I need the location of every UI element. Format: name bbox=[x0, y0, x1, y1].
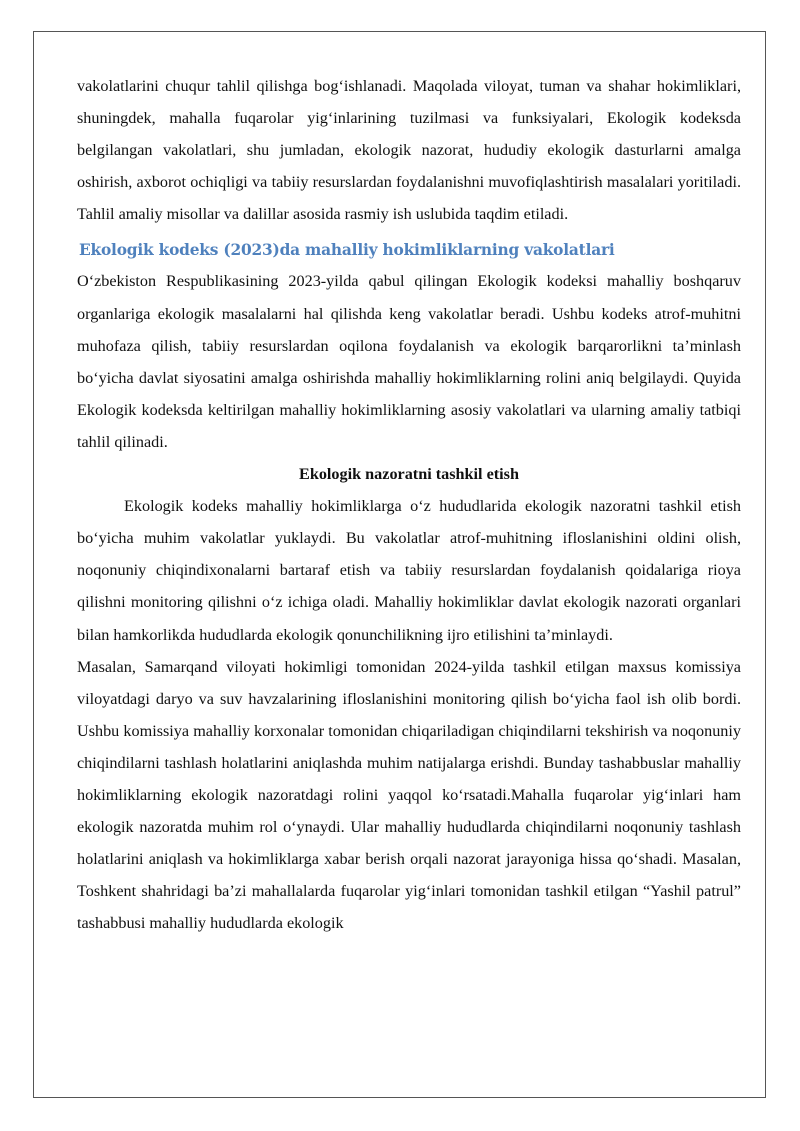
paragraph-overview: O‘zbekiston Respublikasining 2023-yilda qabul qilingan Ekologik kodeksi mahalliy boshqaruv organlariga ekologik masalalarni hal qilishda keng vakolatlar beradi. Ushbu kodeks atrof-muhitni muhofaza qilish, tabiiy resurslardan oqilona foydalanish va ekologik barqarorlikni ta’minlash bo‘yicha davlat siyosatini amalga oshirishda mahalliy hokimliklarning rolini aniq belgilaydi. Quyida Ekologik kodeksda keltirilgan mahalliy hokimliklarning asosiy vakolatlari va ularning amaliy tatbiqi tahlil qilinadi. bbox=[77, 272, 741, 451]
document-body bbox=[77, 70, 741, 939]
paragraph-intro: vakolatlarini chuqur tahlil qilishga bog‘ishlanadi. Maqolada viloyat, tuman va shahar hokimliklari, shuningdek, mahalla fuqarolar yig‘inlarining tuzilmasi va funksiyalari, Ekologik kodeksda belgilangan vakolatlari, shu jumladan, ekologik nazorat, hududiy ekologik dasturlarni amalga oshirish, axborot ochiqligi va tabiiy resurslardan foydalanishni muvofiqlashtirish masalalari yoritiladi. Tahlil amaliy misollar va dalillar asosida rasmiy ish uslubida taqdim etiladi. bbox=[77, 77, 741, 224]
paragraph-example: Masalan, Samarqand viloyati hokimligi tomonidan 2024-yilda tashkil etilgan maxsus komissiya viloyatdagi daryo va suv havzalarining ifloslanishini monitoring qilish bo‘yicha faol ish olib bordi. Ushbu komissiya mahalliy korxonalar tomonidan chiqariladigan chiqindilarni tekshirish va noqonuniy chiqindilarni tashlash holatlarini aniqlashda muhim natijalarga erishdi. Bunday tashabbuslar mahalliy hokimliklarning ekologik nazoratdagi rolini yaqqol ko‘rsatadi.Mahalla fuqarolar yig‘inlari ham ekologik nazoratda muhim rol o‘ynaydi. Ular mahalliy hududlarda chiqindilarni noqonuniy tashlash holatlarini aniqlash va hokimliklarga xabar berish orqali nazorat jarayoniga hissa qo‘shadi. Masalan, Toshkent shahridagi ba’zi mahallalarda fuqarolar yig‘inlari tomonidan tashkil etilgan “Yashil patrul” tashabbusi mahalliy hududlarda ekologik bbox=[77, 657, 741, 933]
subsection-heading: Ekologik nazoratni tashkil etish bbox=[299, 465, 519, 484]
section-heading: Ekologik kodeks (2023)da mahalliy hokimliklarning vakolatlari bbox=[79, 241, 615, 260]
paragraph-control: Ekologik kodeks mahalliy hokimliklarga o‘z hududlarida ekologik nazoratni tashkil etish bo‘yicha muhim vakolatlar yuklaydi. Bu vakolatlar atrof-muhitning ifloslanishini oldini olish, noqonuniy chiqindixonalarni bartaraf etish va tabiiy resurslardan foydalanish qoidalariga rioya qilishni monitoring qilishni o‘z ichiga oladi. Mahalliy hokimliklar davlat ekologik nazorati organlari bilan hamkorlikda hududlarda ekologik qonunchilikning ijro etilishini ta’minlaydi. bbox=[77, 497, 741, 644]
